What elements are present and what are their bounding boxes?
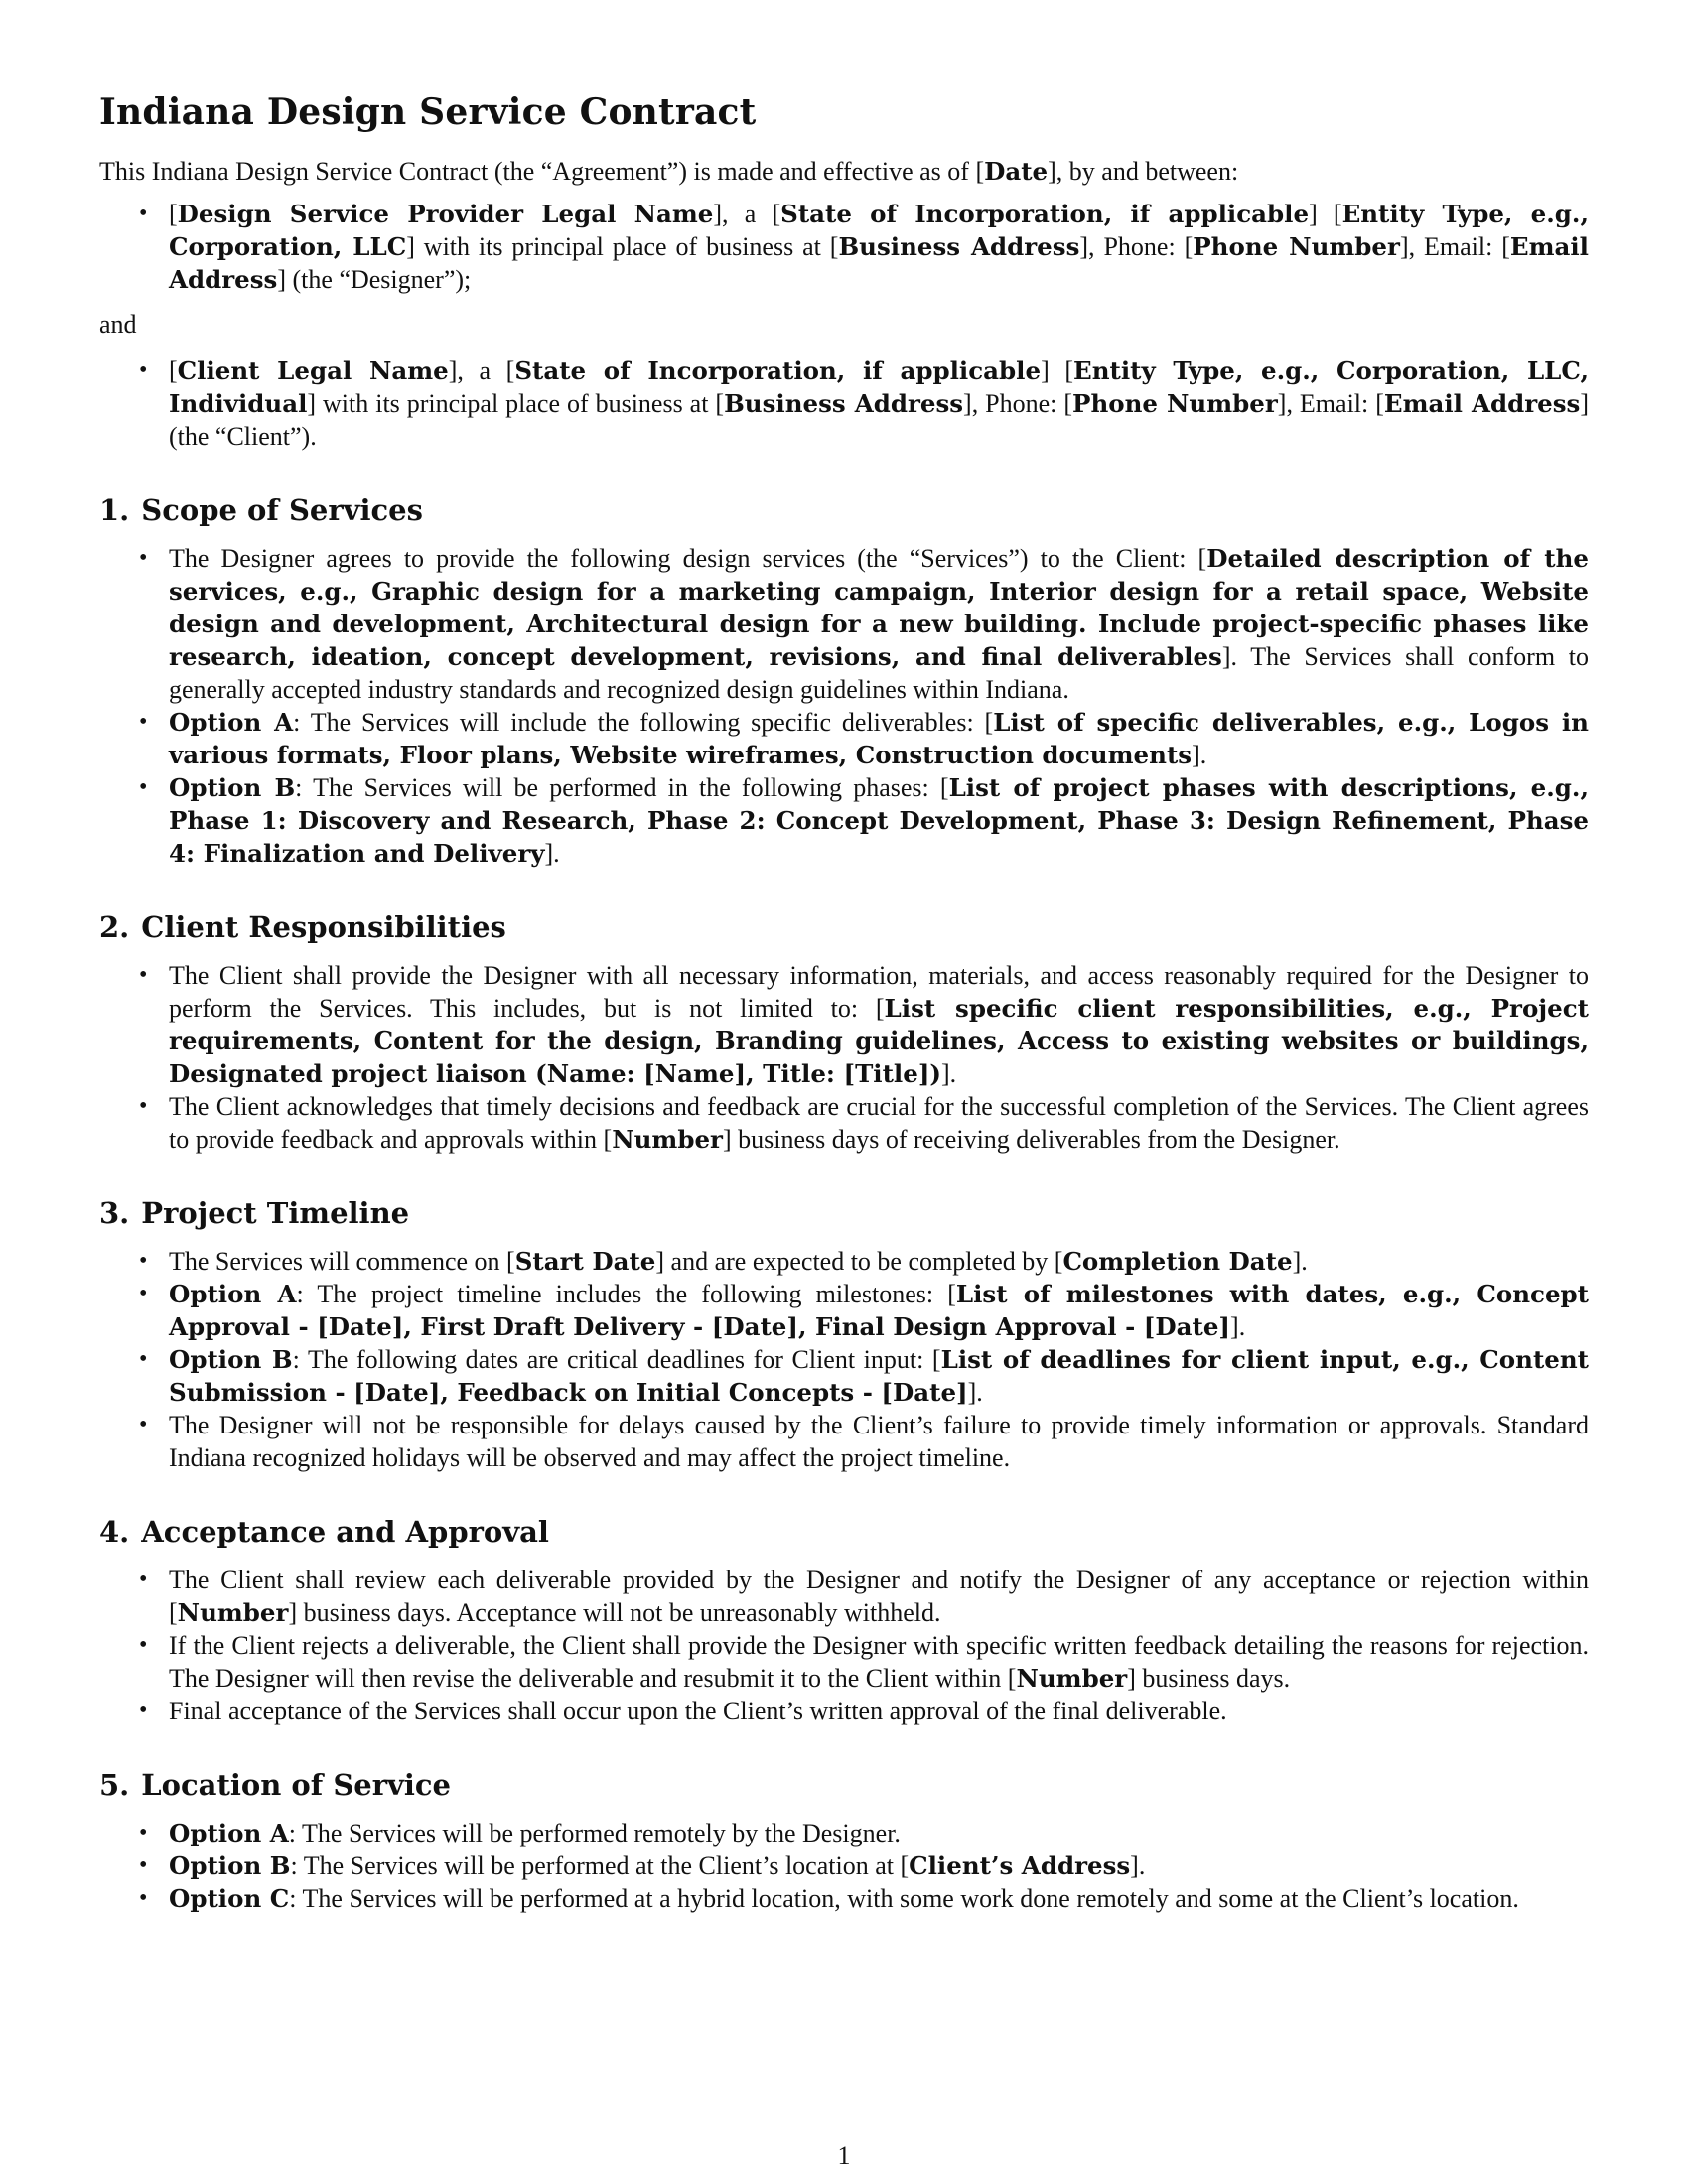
- placeholder: State of Incorporation, if applicable: [780, 200, 1310, 228]
- list-item: • Option A: The project timeline includes the following milestones: [List of milestones with dates, e.g., Concept Approval - [Date], First Draft Delivery - [Date], Final Design Approval - [Date]].: [99, 1278, 1589, 1343]
- placeholder: Phone Number: [1193, 232, 1400, 261]
- placeholder: Number: [177, 1598, 289, 1627]
- placeholder: List of project phases with descriptions, e.g., Phase 1: Discovery and Research, Phase 2: Concept Development, Phase 3: Design Refinement, Phase 4: Finalization and Delivery: [169, 773, 1589, 868]
- intro-paragraph: This Indiana Design Service Contract (the “Agreement”) is made and effective as of [Date], by and between:: [99, 157, 1239, 186]
- designer-party-item: • [Design Service Provider Legal Name], a [State of Incorporation, if applicable] [Entity Type, e.g., Corporation, LLC] with its principal place of business at [Business Address], Phone: [Phone Number], Email: [Email Address] (the “Designer”);: [99, 198, 1589, 296]
- placeholder: Design Service Provider Legal Name: [177, 200, 714, 228]
- placeholder: List of milestones with dates, e.g., Concept Approval - [Date], First Draft Delivery - [Date], Final Design Approval - [Date]: [169, 1280, 1589, 1341]
- placeholder: Business Address: [724, 389, 964, 418]
- option-label: Option A: [169, 1280, 297, 1308]
- list-item: • The Client shall provide the Designer with all necessary information, materials, and access reasonably required for the Designer to perform the Services. This includes, but is not limited to: [List specific client responsibilities, e.g., Project requirements, Content for the design, Branding guidelines, Access to existing websites or buildings, Designated project liaison (Name: [Name], Title: [Title])].: [99, 959, 1589, 1090]
- option-label: Option B: [169, 773, 296, 802]
- client-party-item: • [Client Legal Name], a [State of Incorporation, if applicable] [Entity Type, e.g., Corporation, LLC, Individual] with its principal place of business at [Business Address], Phone: [Phone Number], Email: [Email Address] (the “Client”).: [99, 354, 1589, 453]
- placeholder: Start Date: [514, 1247, 656, 1276]
- list-item: • Option B: The Services will be performed at the Client’s location at [Client’s Address].: [99, 1849, 1589, 1882]
- list-item: • The Client shall review each deliverable provided by the Designer and notify the Designer of any acceptance or rejection within [Number] business days. Acceptance will not be unreasonably withheld.: [99, 1564, 1589, 1629]
- list-item: • The Designer agrees to provide the following design services (the “Services”) to the Client: [Detailed description of the services, e.g., Graphic design for a marketing campaign, Interior design for a retail space, Website design and development, Architectural design for a new building. Include project-specific phases like research, ideation, concept development, revisions, and final deliverables]. The Services shall conform to generally accepted industry standards and recognized design guidelines within Indiana.: [99, 542, 1589, 706]
- list-item: • The Designer will not be responsible for delays caused by the Client’s failure to provide timely information or approvals. Standard Indiana recognized holidays will be observed and may affect the project timeline.: [99, 1409, 1589, 1474]
- placeholder: Detailed description of the services, e.g., Graphic design for a marketing campaign, Interior design for a retail space, Website design and development, Architectural design for a new building. Include project-specific phases like research, ideation, concept development, revisions, and final deliverables: [169, 544, 1589, 671]
- placeholder: Phone Number: [1072, 389, 1278, 418]
- placeholder: List specific client responsibilities, e.g., Project requirements, Content for the design, Branding guidelines, Access to existing websites or buildings, Designated project liaison (Name: [Name], Title: [Title]): [169, 994, 1589, 1088]
- list-item: • The Services will commence on [Start Date] and are expected to be completed by [Completion Date].: [99, 1245, 1589, 1278]
- document-title: Indiana Design Service Contract: [99, 91, 757, 133]
- page-number: 1: [837, 2141, 851, 2170]
- section-heading-location: 5. Location of Service: [99, 1768, 451, 1802]
- option-label: Option C: [169, 1884, 290, 1913]
- scope-list: [99, 542, 1589, 870]
- placeholder-date: Date: [984, 157, 1049, 186]
- list-item: • Option A: The Services will include the following specific deliverables: [List of specific deliverables, e.g., Logos in various formats, Floor plans, Website wireframes, Construction documents].: [99, 706, 1589, 771]
- client-party-list: [99, 354, 1589, 453]
- list-item: • If the Client rejects a deliverable, the Client shall provide the Designer with specific written feedback detailing the reasons for rejection. The Designer will then revise the deliverable and resubmit it to the Client within [Number] business days.: [99, 1629, 1589, 1695]
- placeholder: List of specific deliverables, e.g., Logos in various formats, Floor plans, Website wireframes, Construction documents: [169, 708, 1589, 769]
- and-connector: and: [99, 310, 137, 339]
- placeholder: Number: [612, 1125, 723, 1154]
- placeholder: Email Address: [169, 232, 1589, 294]
- placeholder: List of deadlines for client input, e.g., Content Submission - [Date], Feedback on Initial Concepts - [Date]: [169, 1345, 1589, 1407]
- placeholder: Business Address: [838, 232, 1080, 261]
- placeholder: Entity Type, e.g., Corporation, LLC: [169, 200, 1589, 261]
- placeholder: Completion Date: [1062, 1247, 1293, 1276]
- placeholder: State of Incorporation, if applicable: [514, 356, 1042, 385]
- list-item: • The Client acknowledges that timely decisions and feedback are crucial for the successful completion of the Services. The Client agrees to provide feedback and approvals within [Number] business days of receiving deliverables from the Designer.: [99, 1090, 1589, 1156]
- list-item: • Option B: The following dates are critical deadlines for Client input: [List of deadlines for client input, e.g., Content Submission - [Date], Feedback on Initial Concepts - [Date]].: [99, 1343, 1589, 1409]
- contract-page: [99, 77, 1589, 1915]
- placeholder: Entity Type, e.g., Corporation, LLC, Individual: [169, 356, 1589, 418]
- designer-party-list: [99, 198, 1589, 296]
- list-item: • Option C: The Services will be performed at a hybrid location, with some work done remotely and some at the Client’s location.: [99, 1882, 1589, 1915]
- list-item: • Option B: The Services will be performed in the following phases: [List of project phases with descriptions, e.g., Phase 1: Discovery and Research, Phase 2: Concept Development, Phase 3: Design Refinement, Phase 4: Finalization and Delivery].: [99, 771, 1589, 870]
- location-list: [99, 1817, 1589, 1915]
- option-label: Option B: [169, 1851, 291, 1880]
- placeholder: Number: [1016, 1664, 1128, 1693]
- section-heading-scope: 1. Scope of Services: [99, 493, 423, 527]
- acceptance-list: [99, 1564, 1589, 1727]
- client-responsibilities-list: [99, 959, 1589, 1156]
- list-item: • Final acceptance of the Services shall occur upon the Client’s written approval of the final deliverable.: [99, 1695, 1589, 1727]
- option-label: Option A: [169, 708, 294, 737]
- option-label: Option A: [169, 1819, 289, 1847]
- section-heading-client-responsibilities: 2. Client Responsibilities: [99, 910, 506, 944]
- project-timeline-list: [99, 1245, 1589, 1474]
- list-item: • Option A: The Services will be performed remotely by the Designer.: [99, 1817, 1589, 1849]
- option-label: Option B: [169, 1345, 293, 1374]
- placeholder: Email Address: [1383, 389, 1581, 418]
- section-heading-acceptance: 4. Acceptance and Approval: [99, 1515, 549, 1549]
- section-heading-project-timeline: 3. Project Timeline: [99, 1196, 410, 1230]
- placeholder: Client Legal Name: [177, 356, 449, 385]
- placeholder: Client’s Address: [909, 1851, 1131, 1880]
